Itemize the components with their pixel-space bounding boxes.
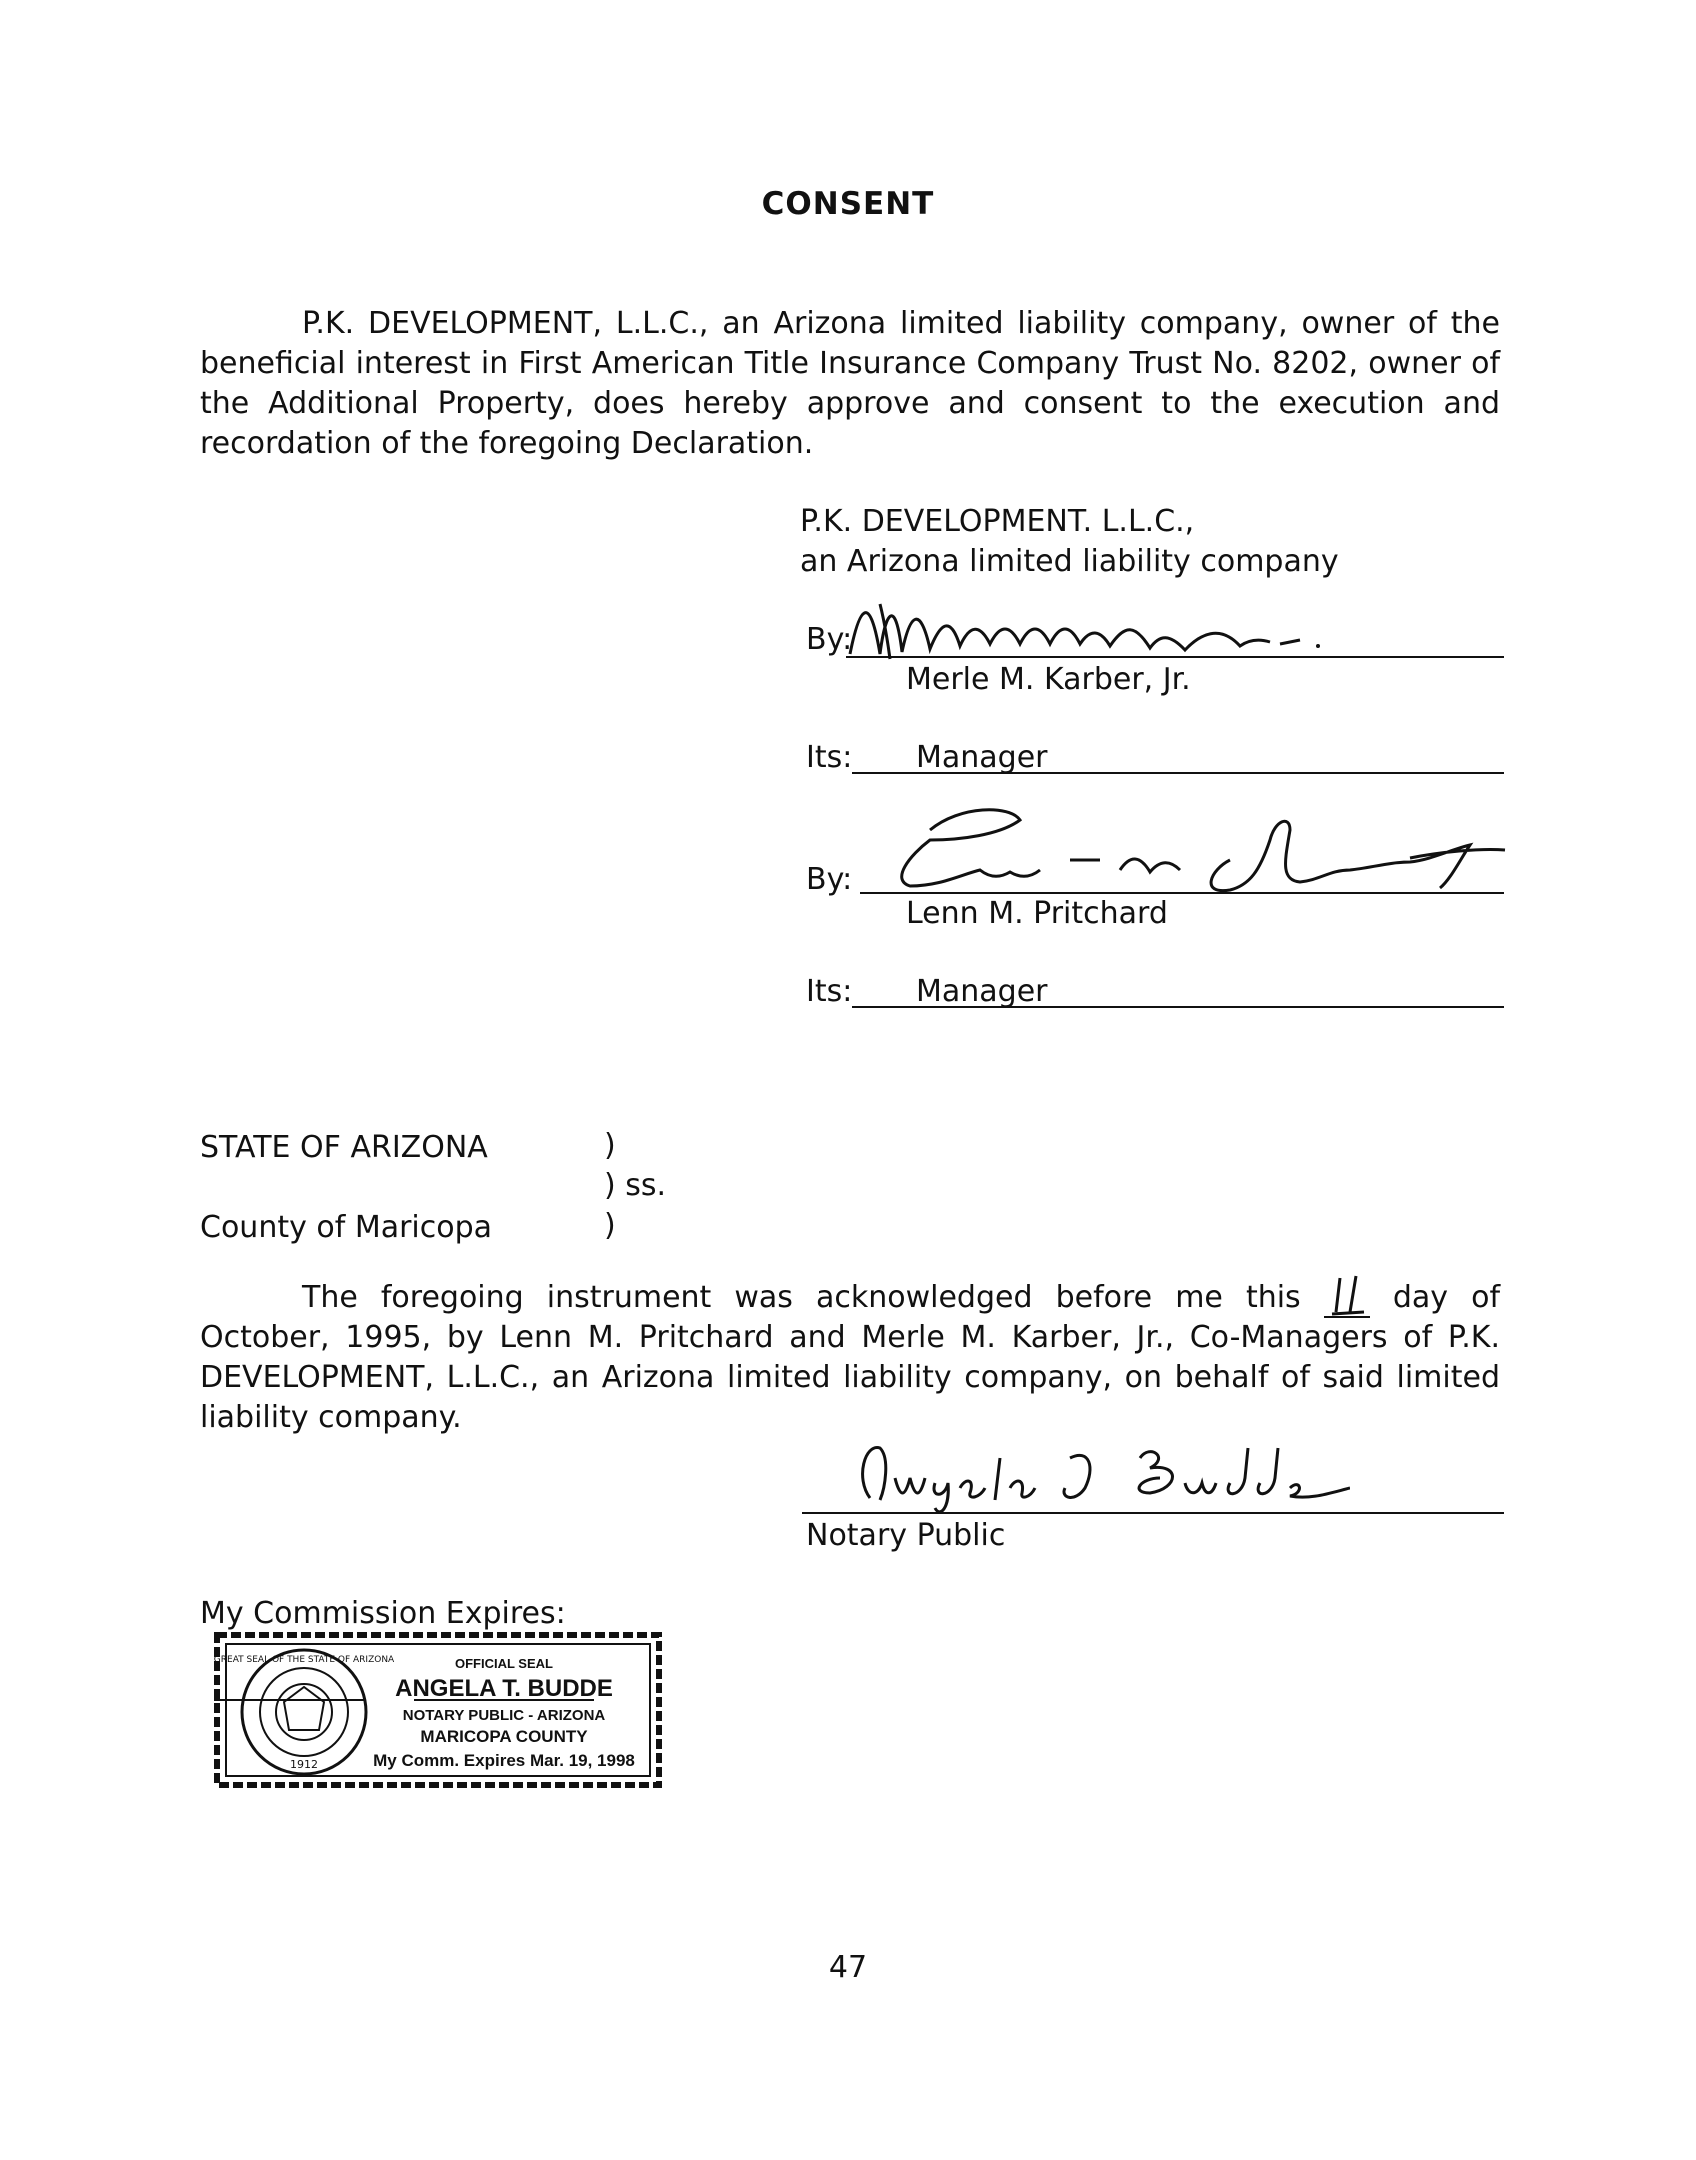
- company-name: P.K. DEVELOPMENT. L.L.C.,: [800, 504, 1195, 539]
- commission-label: My Commission Expires:: [200, 1596, 566, 1631]
- seal-line5: My Comm. Expires Mar. 19, 1998: [373, 1751, 635, 1770]
- company-description: an Arizona limited liability company: [800, 544, 1339, 579]
- notary-seal-stamp: [214, 1632, 662, 1788]
- signer1-its-label: Its:: [806, 740, 853, 775]
- signer2-by-label: By:: [806, 862, 853, 897]
- company-block: [800, 502, 1500, 582]
- venue-ss: ) ss.: [604, 1168, 667, 1203]
- signer1-by-label: By:: [806, 622, 853, 657]
- seal-line4: MARICOPA COUNTY: [420, 1727, 588, 1746]
- venue-paren-bottom: ): [604, 1208, 616, 1243]
- consent-text: P.K. DEVELOPMENT, L.L.C., an Arizona limited liability company, owner of the beneficial interest in First American Title Insurance Company Trust No. 8202, owner of the Additional Property, does hereby approve and consent to the execution and recordation of the foregoing Declaration.: [200, 306, 1500, 461]
- acknowledgment-paragraph: [200, 1278, 1500, 1438]
- seal-line2: ANGELA T. BUDDE: [395, 1675, 613, 1702]
- document-title: CONSENT: [761, 186, 935, 222]
- ack-text-before: The foregoing instrument was acknowledged before me this: [302, 1280, 1301, 1315]
- notary-handwritten-signature: [850, 1438, 1350, 1518]
- seal-ring-text: GREAT SEAL OF THE STATE OF ARIZONA: [214, 1655, 395, 1665]
- signer2-handwritten-signature: [870, 800, 1510, 900]
- signer2-title: Manager: [916, 974, 1048, 1009]
- signer1-handwritten-signature: [840, 584, 1360, 674]
- ack-text-after: day of October, 1995, by Lenn M. Pritchard and Merle M. Karber, Jr., Co-Managers of P.K. DEVELOPMENT, L.L.C., an Arizona limited liability company, on behalf of said limited liability company.: [200, 1280, 1501, 1435]
- seal-year: 1912: [290, 1758, 318, 1771]
- notary-label: Notary Public: [806, 1518, 1006, 1553]
- signer1-name: Merle M. Karber, Jr.: [906, 662, 1191, 697]
- seal-line3: NOTARY PUBLIC - ARIZONA: [402, 1707, 606, 1724]
- venue-paren-top: ): [604, 1128, 616, 1163]
- venue-state: STATE OF ARIZONA: [200, 1130, 488, 1165]
- signer2-its-label: Its:: [806, 974, 853, 1009]
- page-number: 47: [828, 1950, 868, 1985]
- ack-day-blank: [1324, 1284, 1370, 1318]
- signer1-title: Manager: [916, 740, 1048, 775]
- signer2-name: Lenn M. Pritchard: [906, 896, 1168, 931]
- seal-line1: OFFICIAL SEAL: [455, 1656, 553, 1671]
- ack-day-handwritten: [1328, 1274, 1368, 1318]
- venue-county: County of Maricopa: [200, 1210, 493, 1245]
- consent-paragraph: [200, 304, 1500, 464]
